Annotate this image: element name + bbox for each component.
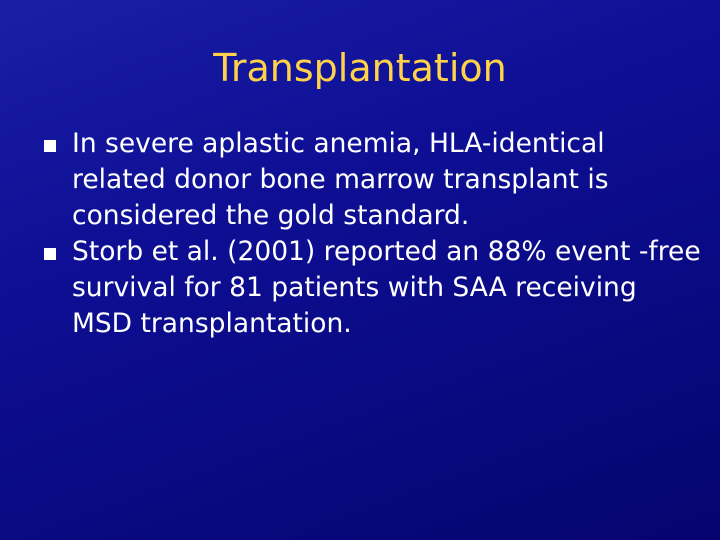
bullet-item <box>44 234 704 342</box>
bullet-list <box>44 126 704 342</box>
bullet-text: In severe aplastic anemia, HLA-identical related donor bone marrow transplant is considered the gold standard. <box>72 128 609 231</box>
square-bullet-icon <box>44 140 56 152</box>
square-bullet-icon <box>44 248 56 260</box>
bullet-item <box>44 126 704 234</box>
bullet-text: Storb et al. (2001) reported an 88% event -free survival for 81 patients with SAA receiving MSD transplantation. <box>72 236 701 339</box>
slide-title: Transplantation <box>213 46 507 90</box>
